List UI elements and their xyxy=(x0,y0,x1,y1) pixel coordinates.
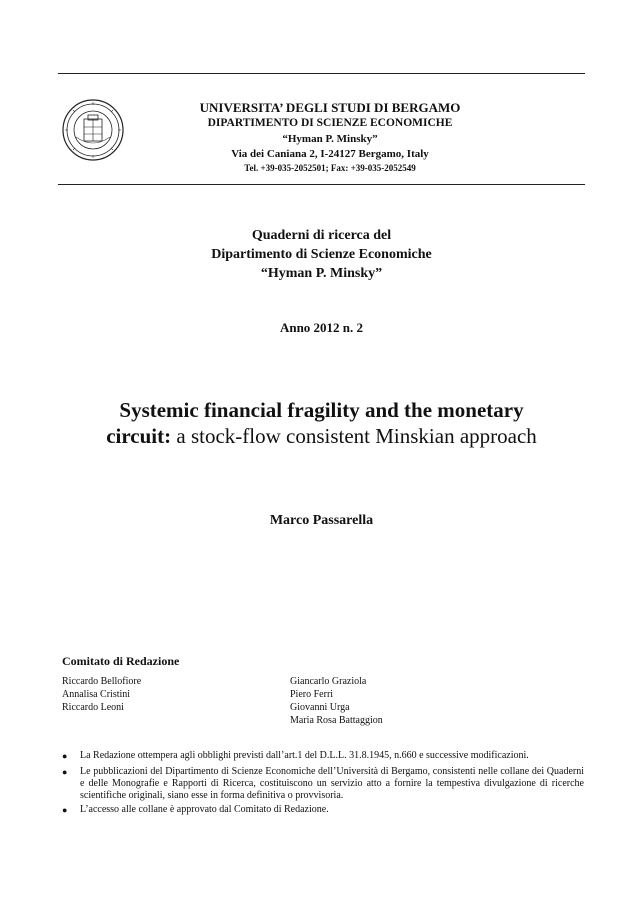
committee-member: Giancarlo Graziola xyxy=(290,676,367,687)
bullet-icon: ● xyxy=(62,805,68,815)
paper-title-bold-part: circuit: xyxy=(106,424,172,448)
university-name: UNIVERSITA’ DEGLI STUDI DI BERGAMO xyxy=(199,100,461,115)
department-name: DIPARTIMENTO DI SCIENZE ECONOMICHE xyxy=(207,117,453,129)
committee-heading: Comitato di Redazione xyxy=(62,654,180,668)
committee-member: Annalisa Cristini xyxy=(62,689,131,700)
department-address: Via dei Caniana 2, I-24127 Bergamo, Italy xyxy=(231,148,429,160)
committee-member: Maria Rosa Battaggion xyxy=(290,715,383,726)
header-top-rule xyxy=(58,73,585,74)
department-dedication: “Hyman P. Minsky” xyxy=(282,133,378,145)
committee-member: Riccardo Leoni xyxy=(62,702,124,713)
series-line-3: “Hyman P. Minsky” xyxy=(260,266,383,281)
series-line-1: Quaderni di ricerca del xyxy=(251,228,392,243)
committee-member: Riccardo Bellofiore xyxy=(62,676,142,687)
note-item: Le pubblicazioni del Dipartimento di Scienze Economiche dell’Università di Bergamo, consistenti nelle collane dei Quaderni e delle Monografie e Rapporti di Ricerca, costituiscono un servizio atto a fornire la tempestiva divulgazione di ricerche scientifiche originali, siano esse in forma definitiva o provvisoria. xyxy=(80,766,584,801)
committee-member: Giovanni Urga xyxy=(290,702,350,713)
note-item: L’accesso alle collane è approvato dal Comitato di Redazione. xyxy=(80,804,329,815)
bullet-icon: ● xyxy=(62,751,68,761)
department-phone-fax: Tel. +39-035-2052501; Fax: +39-035-2052549 xyxy=(244,163,416,173)
committee-member: Piero Ferri xyxy=(290,689,334,700)
paper-title-rest: a stock-flow consistent Minskian approach xyxy=(171,424,537,448)
issue-number: Anno 2012 n. 2 xyxy=(279,320,364,335)
bullet-icon: ● xyxy=(62,767,68,777)
note-item: La Redazione ottempera agli obblighi previsti dall’art.1 del D.L.L. 31.8.1945, n.660 e successive modificazioni. xyxy=(80,750,529,761)
series-line-2: Dipartimento di Scienze Economiche xyxy=(211,247,432,262)
paper-title-line-2 xyxy=(0,424,643,449)
header-bottom-rule xyxy=(58,184,585,185)
paper-title-line-1: Systemic financial fragility and the monetary xyxy=(119,398,524,422)
author-name: Marco Passarella xyxy=(269,513,374,528)
university-seal-logo xyxy=(62,99,124,161)
